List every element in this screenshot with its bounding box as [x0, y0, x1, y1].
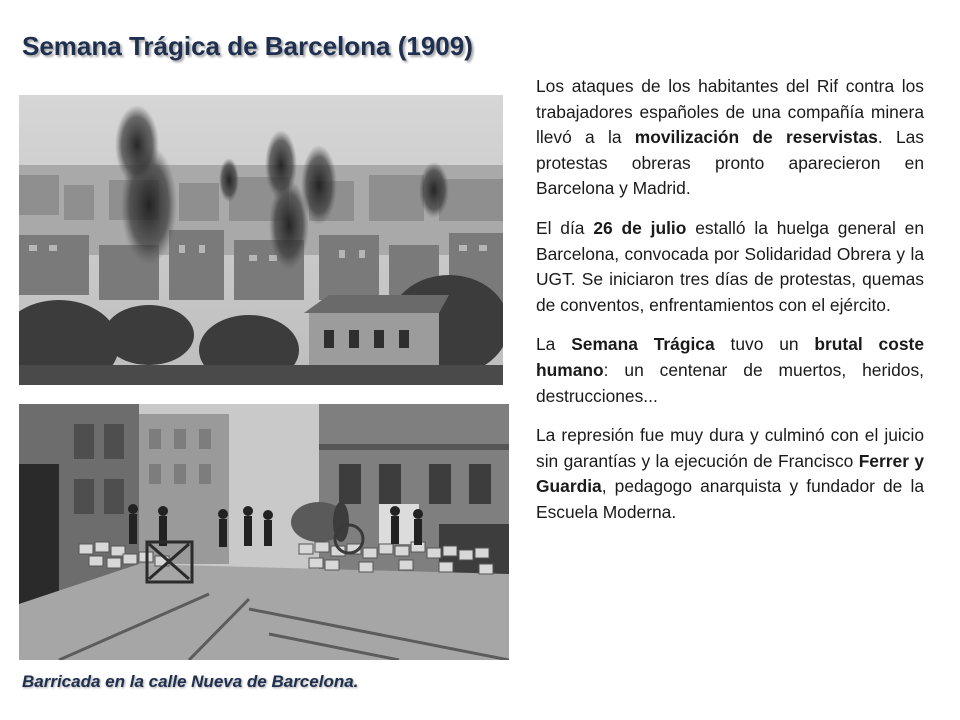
- photo-burning-city: [19, 95, 503, 385]
- paragraph-coste: [536, 332, 924, 409]
- text-run: . Las protestas obreras pronto aparecieron en Barcelona y Madrid.: [536, 127, 924, 199]
- text-column: [536, 74, 924, 540]
- burning-city-image: [19, 95, 503, 385]
- paragraph-huelga: [536, 216, 924, 318]
- text-run: estalló la huelga general en Barcelona, convocada por Solidaridad Obrera y la UGT. Se iniciaron tres días de protestas, quemas de conventos, enfrentamientos con el ejército.: [536, 217, 925, 315]
- bold-run: Ferrer y Guardia: [536, 450, 924, 497]
- text-run: : un centenar de muertos, heridos, destrucciones...: [536, 359, 924, 406]
- photo-barricade: [19, 404, 509, 660]
- bold-run: movilización de reservistas: [634, 127, 878, 148]
- photo-caption: Barricada en la calle Nueva de Barcelona.: [22, 672, 359, 691]
- slide-title: Semana Trágica de Barcelona (1909): [22, 31, 473, 61]
- text-run: La represión fue muy dura y culminó con el juicio sin garantías y la ejecución de Francisco: [536, 425, 924, 471]
- text-run: , pedagogo anarquista y fundador de la Escuela Moderna.: [536, 476, 924, 522]
- barricade-image: [19, 404, 509, 660]
- text-run: Los ataques de los habitantes del Rif contra los trabajadores españoles de una compañía minera llevó a la: [536, 76, 924, 148]
- paragraph-rif: [536, 74, 924, 202]
- text-run: La: [536, 334, 572, 355]
- bold-run: Semana Trágica: [571, 334, 715, 355]
- bold-run: brutal coste humano: [536, 334, 924, 380]
- text-run: El día: [536, 217, 594, 238]
- text-run: tuvo un: [714, 334, 815, 355]
- paragraph-represion: [536, 423, 924, 525]
- bold-run: 26 de julio: [593, 217, 687, 238]
